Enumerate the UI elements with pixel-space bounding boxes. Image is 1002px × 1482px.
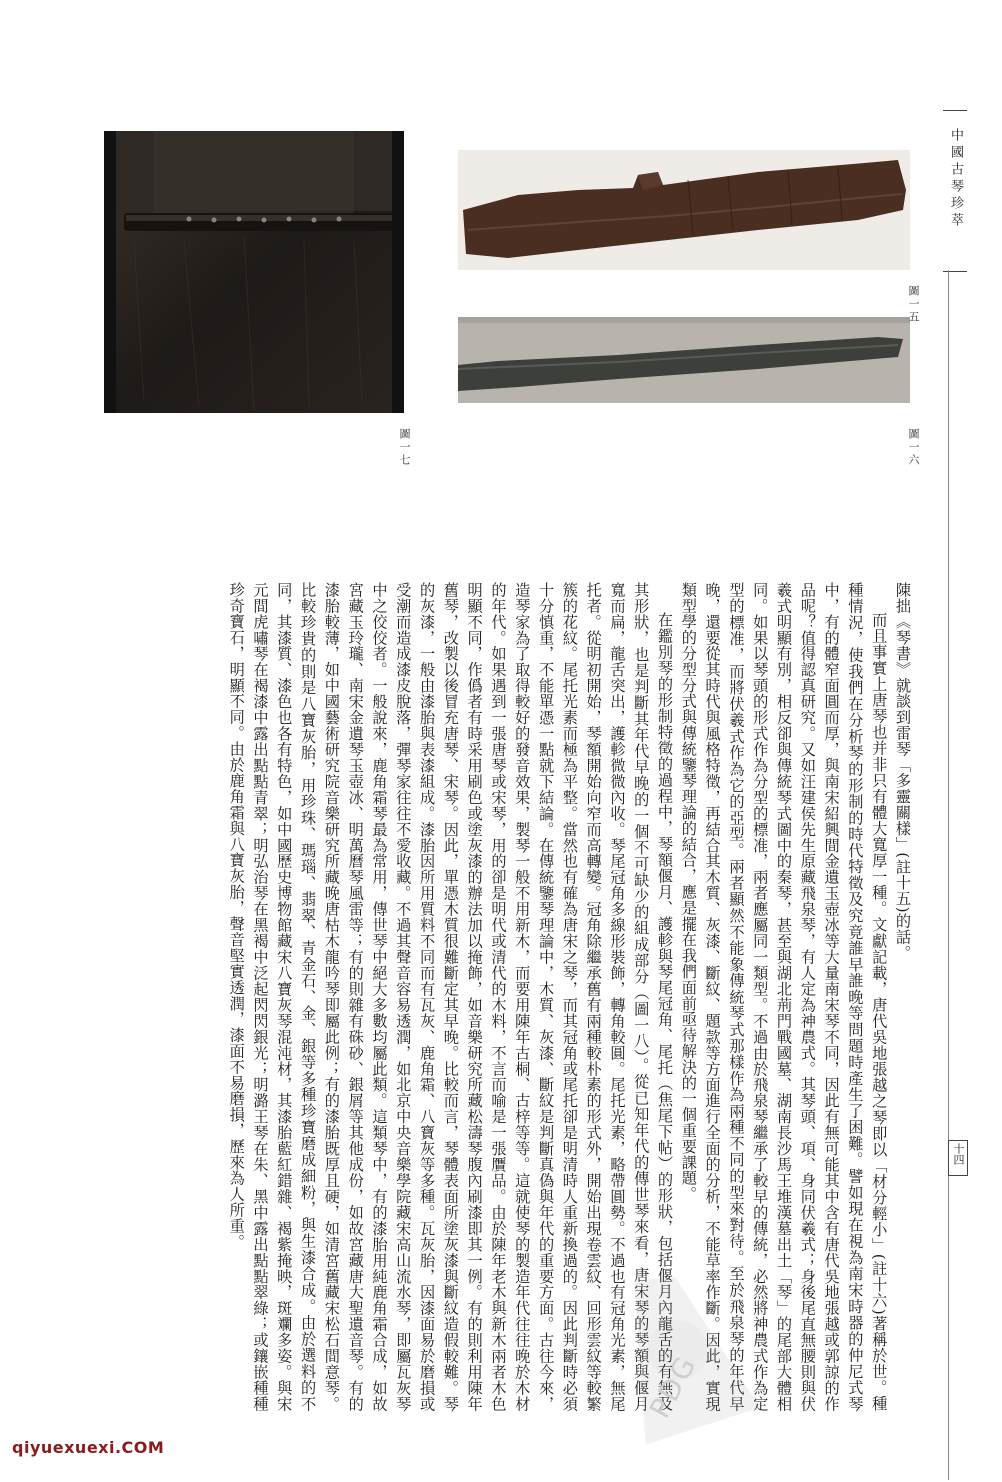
- site-watermark: qiyuexuexi.COM: [12, 1438, 165, 1457]
- qin-body-image: [458, 150, 910, 270]
- body-text: [104, 582, 914, 1412]
- paragraph-2: 而且事實上唐琴也并非只有體大寬厚一種。文獻記載，唐代吳地張越之琴即以「材分輕小」(註十六)著稱於世。種種情況，使我們在分析琴的形制的時代特徵及究竟誰早誰晚等問題時產生了困難。譬如現在視為南宋時器的仲尼式琴中，有的體窄面圓而厚，與南宋紹興間金遺玉壺冰等大量南宋琴不同，因此有無可能其中含有唐代吳地張越或郭諒的作品呢？值得認真研究。又如汪建侯先生原藏飛泉琴，有人定為神農式。其琴頭、項、身同伏羲式；身後尾直無腰則與伏羲式明顯有別，相反卻與傳統琴式圖中的秦琴，甚至與湖北荊門戰國墓、湖南長沙馬王堆漢墓出土「琴」的尾部大體相同。如果以琴頭的形式作為分型的標准，兩者應屬同一類型。不過由於飛泉琴繼承了較早的傳統，必然將神農式作為定型的標准，而將伏羲式作為它的亞型。兩者顯然不能象傳統琴式那樣作為兩種不同的型來對待。至於飛泉琴的年代早晚，還要從其時代與風格特徵，再結合其木質、灰漆、斷紋、題款等方面進行全面的分析，不能草率作斷。因此，實現類型學的分型分式與傳統鑒琴理論的結合，應是擺在我們面前亟待解決的一個重要課題。: [679, 582, 889, 1412]
- figure-caption-16: 圖一六: [907, 428, 920, 467]
- qin-side-image: [458, 317, 910, 403]
- photo-fig16-qin-side: [458, 317, 910, 403]
- qin-head-image: [104, 131, 404, 413]
- photo-fig15-qin-body: [458, 150, 910, 270]
- paragraph-1: 陳拙《琴書》就談到雷琴「多靈關樣」(註十五)的話。: [894, 582, 912, 961]
- figure-caption-17: 圖一七: [398, 428, 411, 467]
- series-title: 中國古琴珍萃: [948, 128, 963, 230]
- figure-caption-15: 圖一五: [907, 285, 920, 324]
- paragraph-3: 在鑑別琴的形制特徵的過程中，琴額偃月、護軫與琴尾冠角、尾托（焦尾下帖）的形狀，包括偃月內龍舌的有無及其形狀，也是判斷其年代早晚的一個不可缺少的組成部分（圖一八）。從已知年代的傳世琴來看，唐宋琴的琴額與偃月寬而扁，龍舌突出，護軫微微內收。琴尾冠角多線形裝飾，轉角較圓。尾托光素，略帶圓勢。不過也有冠角光素，無尾托者。從明初開始，琴額開始向窄而高轉變。冠角除繼承舊有兩種較朴素的形式外，開始出現卷雲紋、回形雲紋等較繁簇的花紋。尾托光素而極為平整。當然也有確為唐宋之琴，而其冠角或尾托卻是明清時人重新換過的。因此判斷時必須十分慎重，不能單憑一點就下結論。在傳統鑒琴理論中，木質、灰漆、斷紋是判斷真偽與年代的重要方面。古往今來，造琴家為了取得較好的發音效果，製琴一般不用新木，而要用陳年古桐、古梓等等。這就使琴的製造年代往往晚於木材的年代。如果遇到一張唐琴或宋琴，用的卻是明代或清代的木料，不言而喻是一張贋品。由於陳年老木與新木兩者木色明顯不同，作僞者有時采用刷色或塗灰漆的辦法加以掩飾，如音樂研究所藏松濤琴腹內刷漆即其一例。有的則利用陳年舊琴，改製以後冒充唐琴、宋琴。因此，單憑木質很難斷定其早晚。比較而言，琴體表面所塗灰漆與斷紋造假較難。琴的灰漆，一般由漆胎與表漆組成。漆胎因所用質料不同而有瓦灰、鹿角霜、八寶灰等多種。瓦灰胎，因漆面易於磨損或受潮而造成漆皮脫落，彈琴家往往不愛收藏。不過其聲音容易透潤，如北京中央音樂學院藏宋高山流水琴，即屬瓦灰琴中之佼佼者。一般說來，鹿角霜琴最為常用，傳世琴中絕大多數均屬此類。這類琴中，有的漆胎用純鹿角霜合成，如故宮藏玉玲瓏、南宋金遺琴玉壺冰、明萬曆琴風雷等；有的則雜有硃砂、銀屑等其他成份，如故宮藏唐大聖遺音琴。有的漆胎較薄，如中國藝術研究院音樂研究所藏晚唐枯木龍吟琴即屬此例；有的漆胎既厚且硬，如清宮舊藏宋松石間意琴。比較珍貴的則是八寶灰胎，用珍珠、瑪瑙、翡翠、青金石、金、銀等多種珍寶磨成細粉，與生漆合成。由於選料的不同，其漆質、漆色也各有特色，如中國歷史博物館藏宋八寶灰琴混沌材，其漆胎藍紅錯雜、褐紫掩映，斑斕多姿。與宋元間虎嘯琴在褐漆中露出點點青翠；明弘治琴在黑褐中泛起閃閃銀光；明潞王琴在朱、黑中露出點點翠綠；或鑲嵌種種珍奇寶石，明顯不同。由於鹿角霜與八寶灰胎，聲音堅實透潤，漆面不易磨損，歷來為人所重。: [227, 582, 675, 1412]
- watermark-pdg: PDG: [642, 1349, 704, 1424]
- side-rule: [948, 270, 949, 1480]
- page-number: 十四: [952, 1143, 965, 1165]
- photo-fig17-qin-head: [104, 131, 404, 413]
